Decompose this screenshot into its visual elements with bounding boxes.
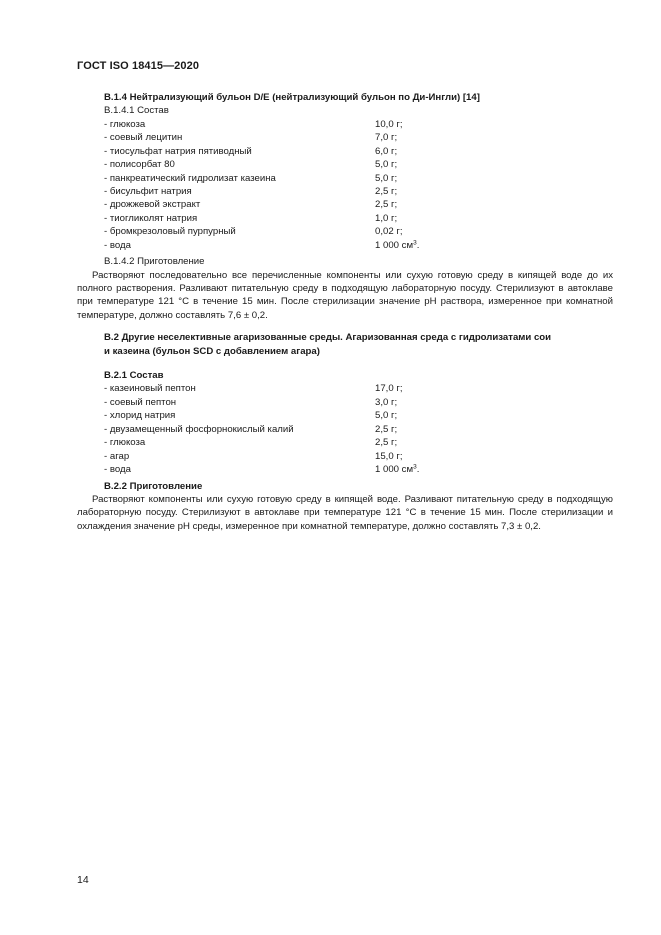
list-item (104, 450, 613, 463)
ingredient-name: - полисорбат 80 (104, 159, 175, 171)
ingredient-name: - вода (104, 464, 131, 476)
ingredient-amount (375, 185, 397, 198)
ingredient-amount (375, 423, 397, 436)
amount-value: 0,02 г; (375, 226, 403, 238)
list-item (104, 158, 613, 171)
list-item (104, 396, 613, 409)
list-item (104, 212, 613, 225)
amount-value: 5,0 г; (375, 410, 398, 422)
ingredient-name: - двузамещенный фосфорнокислый калий (104, 423, 294, 435)
section-b142-title: B.1.4.2 Приготовление (104, 256, 205, 268)
amount-value: 3,0 г; (375, 396, 398, 408)
list-item (104, 145, 613, 158)
amount-value: 1 000 см (375, 464, 414, 476)
ingredient-amount (375, 463, 419, 476)
amount-value: 5,0 г; (375, 159, 398, 171)
ingredient-amount (375, 158, 397, 171)
ingredient-name: - соевый пептон (104, 396, 177, 408)
list-item (104, 382, 613, 395)
section-b14-heading: B.1.4 Нейтрализующий бульон D/E (нейтрализующий бульон по Ди-Ингли) [14] (104, 92, 480, 103)
ingredient-amount (375, 436, 397, 449)
amount-value: 2,5 г; (375, 423, 398, 435)
section-b142-text: Растворяют последовательно все перечисленные компоненты или сухую готовую среду в кипящей воде до их полного растворения. Разливают питательную среду в подходящую лабораторную посуду. Стерилизуют в автоклаве при температуре 121 °С в течение 15 мин. После стерилизации значение pH раствора, измеренное при комнатной температуре, должно составлять 7,6 ± 0,2. (77, 269, 613, 321)
list-item (104, 423, 613, 436)
amount-value: 7,0 г; (375, 132, 398, 144)
section-b141-title: B.1.4.1 Состав (104, 105, 169, 117)
ingredient-name: - бромкрезоловый пурпурный (104, 226, 236, 238)
section-b21-title: B.2.1 Состав (104, 370, 164, 382)
amount-value: 6,0 г; (375, 145, 398, 157)
page-content (77, 91, 613, 533)
amount-value: 1 000 см (375, 239, 414, 251)
list-item (104, 463, 613, 476)
list-item (104, 118, 613, 131)
ingredient-name: - тиогликолят натрия (104, 212, 198, 224)
ingredient-name: - тиосульфат натрия пятиводный (104, 145, 252, 157)
ingredient-name: - вода (104, 239, 131, 251)
ingredient-name: - бисульфит натрия (104, 186, 192, 197)
list-item (104, 239, 613, 252)
composition-list-b141 (104, 118, 613, 252)
ingredient-amount (375, 118, 403, 131)
ingredient-name: - панкреатический гидролизат казеина (104, 172, 276, 184)
ingredient-name: - казеиновый пептон (104, 383, 196, 395)
amount-tail: . (416, 464, 420, 476)
ingredient-amount (375, 450, 403, 463)
document-header: ГОСТ ISO 18415—2020 (77, 60, 200, 72)
amount-value: 10,0 г; (375, 118, 403, 130)
ingredient-amount (375, 409, 397, 422)
ingredient-name: - глюкоза (104, 437, 146, 449)
list-item (104, 185, 613, 198)
list-item (104, 436, 613, 449)
amount-tail: . (416, 239, 420, 251)
ingredient-amount (375, 145, 397, 158)
ingredient-name: - хлорид натрия (104, 410, 176, 422)
list-item (104, 198, 613, 211)
amount-value: 2,5 г; (375, 199, 398, 211)
list-item (104, 172, 613, 185)
amount-value: 17,0 г; (375, 383, 403, 395)
ingredient-amount (375, 382, 403, 395)
page-number: 14 (77, 874, 89, 886)
list-item (104, 409, 613, 422)
ingredient-name: - соевый лецитин (104, 132, 183, 144)
ingredient-amount (375, 225, 403, 238)
amount-superscript: 3 (413, 463, 417, 471)
ingredient-amount (375, 198, 397, 211)
amount-value: 1,0 г; (375, 212, 398, 224)
amount-value: 15,0 г; (375, 450, 403, 462)
ingredient-amount (375, 239, 419, 252)
composition-list-b21 (104, 382, 613, 476)
ingredient-amount (375, 131, 397, 144)
ingredient-amount (375, 172, 397, 185)
list-item (104, 225, 613, 238)
section-b2-heading-line2: и казеина (бульон SCD с добавлением агара) (104, 345, 320, 357)
amount-value: 5,0 г; (375, 172, 398, 184)
amount-value: 2,5 г; (375, 186, 398, 197)
list-item (104, 131, 613, 144)
amount-value: 2,5 г; (375, 437, 398, 449)
ingredient-amount (375, 396, 397, 409)
ingredient-name: - глюкоза (104, 118, 146, 130)
section-b22-title: B.2.2 Приготовление (104, 480, 203, 492)
ingredient-name: - агар (104, 450, 130, 462)
ingredient-amount (375, 212, 397, 225)
section-b22-text: Растворяют компоненты или сухую готовую среду в кипящей воде. Разливают питательную среду в подходящую лабораторную посуду. Стерилизуют в автоклаве при температуре 121 °С в течение 15 мин. После стерилизации и охлаждения значение pH среды, измеренное при комнатной температуре, должно составлять 7,3 ± 0,2. (77, 493, 613, 532)
section-b2-heading-line1: B.2 Другие неселективные агаризованные среды. Агаризованная среда с гидролизатами сои (104, 332, 552, 344)
ingredient-name: - дрожжевой экстракт (104, 199, 201, 211)
amount-superscript: 3 (413, 239, 417, 247)
